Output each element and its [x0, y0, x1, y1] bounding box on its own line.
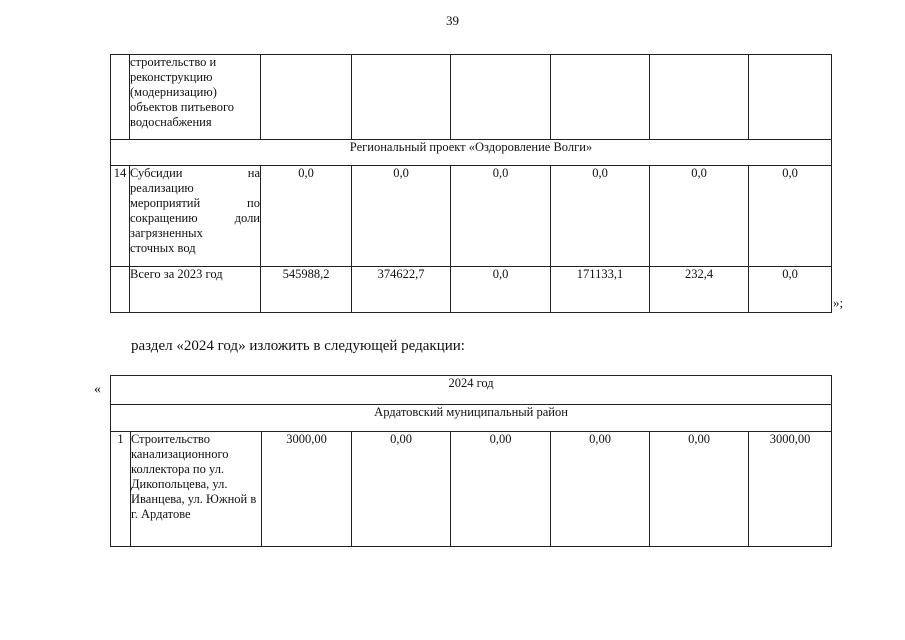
row-index: [111, 267, 130, 313]
closing-quote-mark: »;: [833, 295, 844, 310]
table-row: [111, 166, 832, 267]
year-header-row: [111, 376, 832, 405]
year-header: 2024 год: [111, 376, 832, 405]
value-cell: 171133,1: [551, 267, 650, 313]
word: загрязненных: [130, 226, 203, 240]
row-description: строительство и реконструкцию (модернизацию) объектов питьевого водоснабжения: [130, 55, 261, 140]
description-line: [130, 241, 260, 256]
value-cell: 0,0: [650, 166, 749, 267]
word: сточных вод: [130, 241, 196, 255]
value-cell: 0,0: [451, 267, 551, 313]
value-cell: [650, 55, 749, 140]
total-row: [111, 267, 832, 313]
word: мероприятий: [130, 196, 201, 210]
value-cell: 0,00: [650, 432, 749, 547]
description-line: [130, 211, 260, 226]
value-cell: [451, 55, 551, 140]
row-description: Всего за 2023 год: [130, 267, 261, 313]
value-cell: 0,0: [749, 267, 832, 313]
description-line: [130, 226, 260, 241]
word: доли: [234, 211, 260, 225]
value-cell: 3000,00: [749, 432, 832, 547]
value-cell: 0,0: [551, 166, 650, 267]
row-description: [130, 166, 261, 267]
value-cell: 0,0: [261, 166, 352, 267]
description-line: [130, 166, 260, 181]
section-title: Региональный проект «Оздоровление Волги»: [111, 140, 832, 166]
row-index: [111, 55, 130, 140]
description-line: [130, 181, 260, 196]
value-cell: [551, 55, 650, 140]
word: сокращению: [130, 211, 198, 225]
value-cell: 0,0: [451, 166, 551, 267]
value-cell: 232,4: [650, 267, 749, 313]
value-cell: 545988,2: [261, 267, 352, 313]
section-row: [111, 140, 832, 166]
district-header-row: [111, 405, 832, 432]
budget-table-2024: [110, 375, 832, 547]
instruction-paragraph: раздел «2024 год» изложить в следующей редакции:: [131, 338, 465, 354]
word: на: [247, 166, 260, 180]
value-cell: 3000,00: [262, 432, 352, 547]
table-row: [111, 432, 832, 547]
word: Субсидии: [130, 166, 183, 180]
word: реализацию: [130, 181, 194, 195]
value-cell: [352, 55, 451, 140]
district-header: Ардатовский муниципальный район: [111, 405, 832, 432]
page-number: 39: [446, 13, 459, 28]
opening-quote-mark: «: [94, 382, 101, 397]
row-description: Строительство канализационного коллектора по ул. Дикопольцева, ул. Иванцева, ул. Южной в г. Ардатове: [131, 432, 262, 547]
value-cell: 0,00: [551, 432, 650, 547]
table-row: [111, 55, 832, 140]
row-index: 1: [111, 432, 131, 547]
value-cell: [261, 55, 352, 140]
budget-table-2023: [110, 54, 832, 313]
value-cell: 0,00: [352, 432, 451, 547]
value-cell: 0,00: [451, 432, 551, 547]
value-cell: 0,0: [352, 166, 451, 267]
value-cell: 0,0: [749, 166, 832, 267]
word: по: [247, 196, 260, 210]
value-cell: [749, 55, 832, 140]
description-line: [130, 196, 260, 211]
row-index: 14: [111, 166, 130, 267]
value-cell: 374622,7: [352, 267, 451, 313]
